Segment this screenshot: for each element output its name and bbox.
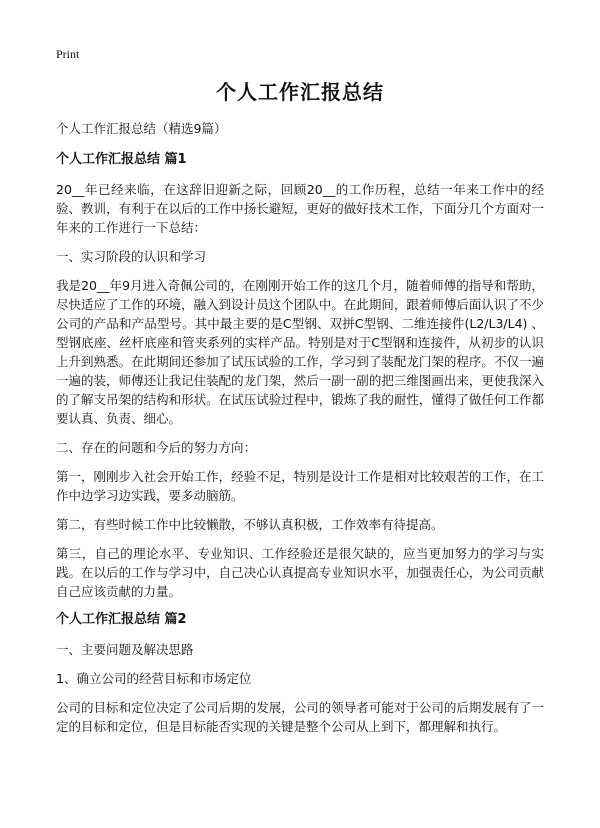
print-link[interactable]: Print — [56, 47, 80, 61]
subheading-problems: 二、存在的问题和今后的努力方向： — [56, 440, 257, 455]
intro-paragraph: 20__年已经来临，在这辞旧迎新之际，回顾20__的工作历程，总结一年来工作中的经验、教训，有利于在以后的工作中扬长避短，更好的做好技术工作，下面分几个方面对一年来的工作进行一下总结： — [56, 182, 544, 235]
document-title: 个人工作汇报总结 — [216, 80, 384, 104]
goals-paragraph: 公司的目标和定位决定了公司后期的发展，公司的领导者可能对于公司的后期发展有了一定的目标和定位，但是目标能否实现的关键是整个公司从上到下，都理解和执行。 — [56, 700, 544, 734]
problem-paragraph-3: 第三，自己的理论水平、专业知识、工作经验还是很欠缺的，应当更加努力的学习与实践。在以后的工作与学习中，自己决心认真提高专业知识水平，加强责任心，为公司贡献自己应该贡献的力量。 — [56, 546, 544, 599]
section-heading-2: 个人工作汇报总结 篇2 — [56, 612, 187, 627]
internship-paragraph: 我是20__年9月进入奇佩公司的，在刚刚开始工作的这几个月，随着师傅的指导和帮助，尽快适应了工作的环境，融入到设计员这个团队中。在此期间，跟着师傅后面认识了不少公司的产品和产品型号。其中最主要的是C型钢、双拼C型钢、二维连接件(L2/L3/L4) 、型钢底座、丝杆底座和管夹系列的实样产品。特别是对于C型钢和连接件，从初步的认识上升到熟悉。在此期间还参加了试压试验的工作，学习到了装配龙门架的程序。不仅一遍一遍的装，师傅还让我记住装配的龙门架，然后一副一副的把三维图画出来，更使我深入的了解支吊架的结构和形状。在试压试验过程中，锻炼了我的耐性，懂得了做任何工作都要认真、负责、细心。 — [56, 278, 544, 426]
section-heading-1: 个人工作汇报总结 篇1 — [56, 152, 187, 167]
subheading-main-problems: 一、主要问题及解决思路 — [56, 642, 194, 657]
problem-paragraph-1: 第一，刚刚步入社会开始工作，经验不足，特别是设计工作是相对比较艰苦的工作，在工作中边学习边实践，要多动脑筋。 — [56, 469, 544, 503]
subheading-internship: 一、实习阶段的认识和学习 — [56, 249, 207, 264]
subheading-goals: 1、确立公司的经营目标和市场定位 — [56, 671, 252, 686]
document-subtitle: 个人工作汇报总结（精选9篇） — [56, 121, 227, 136]
problem-paragraph-2: 第二，有些时候工作中比较懒散，不够认真积极，工作效率有待提高。 — [56, 517, 444, 532]
